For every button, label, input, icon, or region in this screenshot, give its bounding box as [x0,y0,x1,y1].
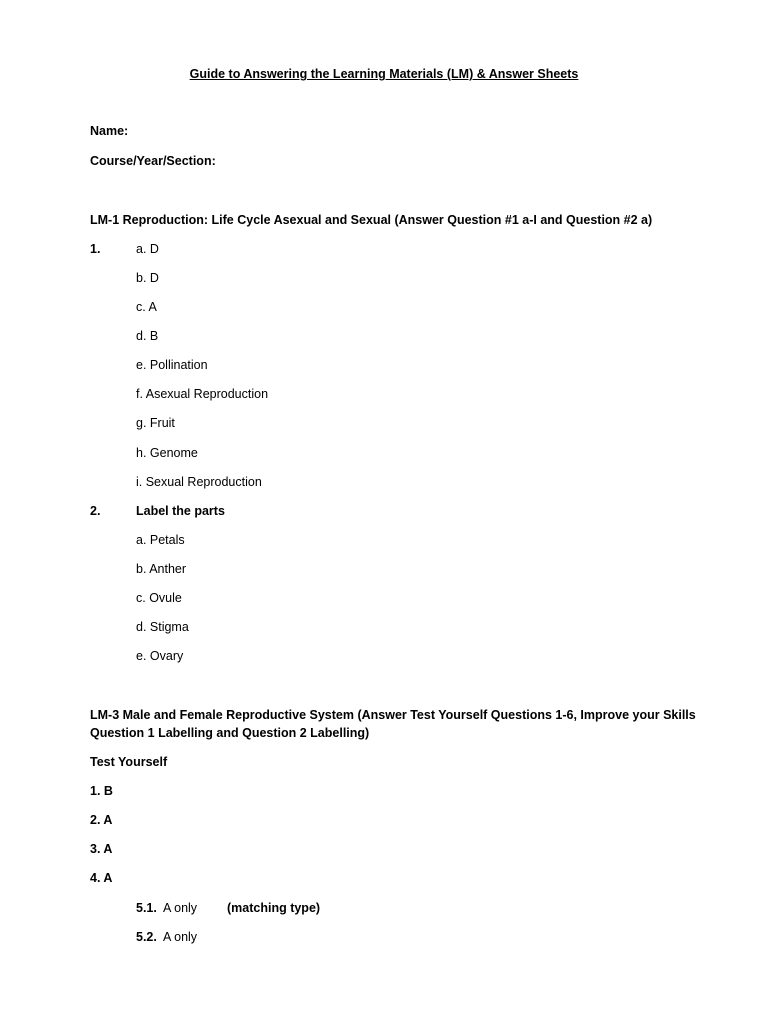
document-title: Guide to Answering the Learning Materials (LM) & Answer Sheets [189,67,579,81]
lm1-q1-answer-d: d. B [136,329,159,343]
lm1-q1-answer-b: b. D [136,271,159,285]
lm3-heading-line-2: Question 1 Labelling and Question 2 Labelling) [90,726,370,740]
lm1-heading: LM-1 Reproduction: Life Cycle Asexual and Sexual (Answer Question #1 a-I and Question #2 a) [90,213,653,227]
lm1-q1-answer-h: h. Genome [136,446,198,460]
lm3-sub-answer-5-1-note: (matching type) [227,901,321,915]
lm1-q1-answer-c: c. A [136,300,157,314]
lm3-sub-answer-5-1-number: 5.1. [136,901,157,915]
lm1-q1-answer-e: e. Pollination [136,358,208,372]
lm1-q1-answer-a: a. D [136,242,159,256]
lm3-heading-line-1: LM-3 Male and Female Reproductive System (Answer Test Yourself Questions 1-6, Improve your Skills [90,708,696,722]
lm3-answer-2: 2. A [90,813,113,827]
lm1-q2-answer-c: c. Ovule [136,591,182,605]
lm1-q1-answer-f: f. Asexual Reproduction [136,387,269,401]
lm3-sub-answer-5-1-value: A only [163,901,198,915]
lm3-answer-3: 3. A [90,842,113,856]
lm1-q1-answer-i: i. Sexual Reproduction [136,475,262,489]
lm3-answer-1: 1. B [90,784,113,798]
course-year-section-label: Course/Year/Section: [90,154,216,168]
lm1-q2-label: Label the parts [136,504,225,518]
lm3-sub-answer-5-2-value: A only [163,930,198,944]
lm1-question-2-number: 2. [90,504,101,518]
name-label: Name: [90,124,129,138]
lm1-q1-answer-g: g. Fruit [136,416,175,430]
lm1-q2-answer-d: d. Stigma [136,620,189,634]
lm1-q2-answer-e: e. Ovary [136,649,184,663]
lm3-sub-answer-5-2-number: 5.2. [136,930,157,944]
lm3-answer-4: 4. A [90,871,113,885]
lm1-q2-answer-b: b. Anther [136,562,187,576]
test-yourself-label: Test Yourself [90,755,168,769]
lm1-question-1-number: 1. [90,242,101,256]
lm1-q2-answer-a: a. Petals [136,533,185,547]
